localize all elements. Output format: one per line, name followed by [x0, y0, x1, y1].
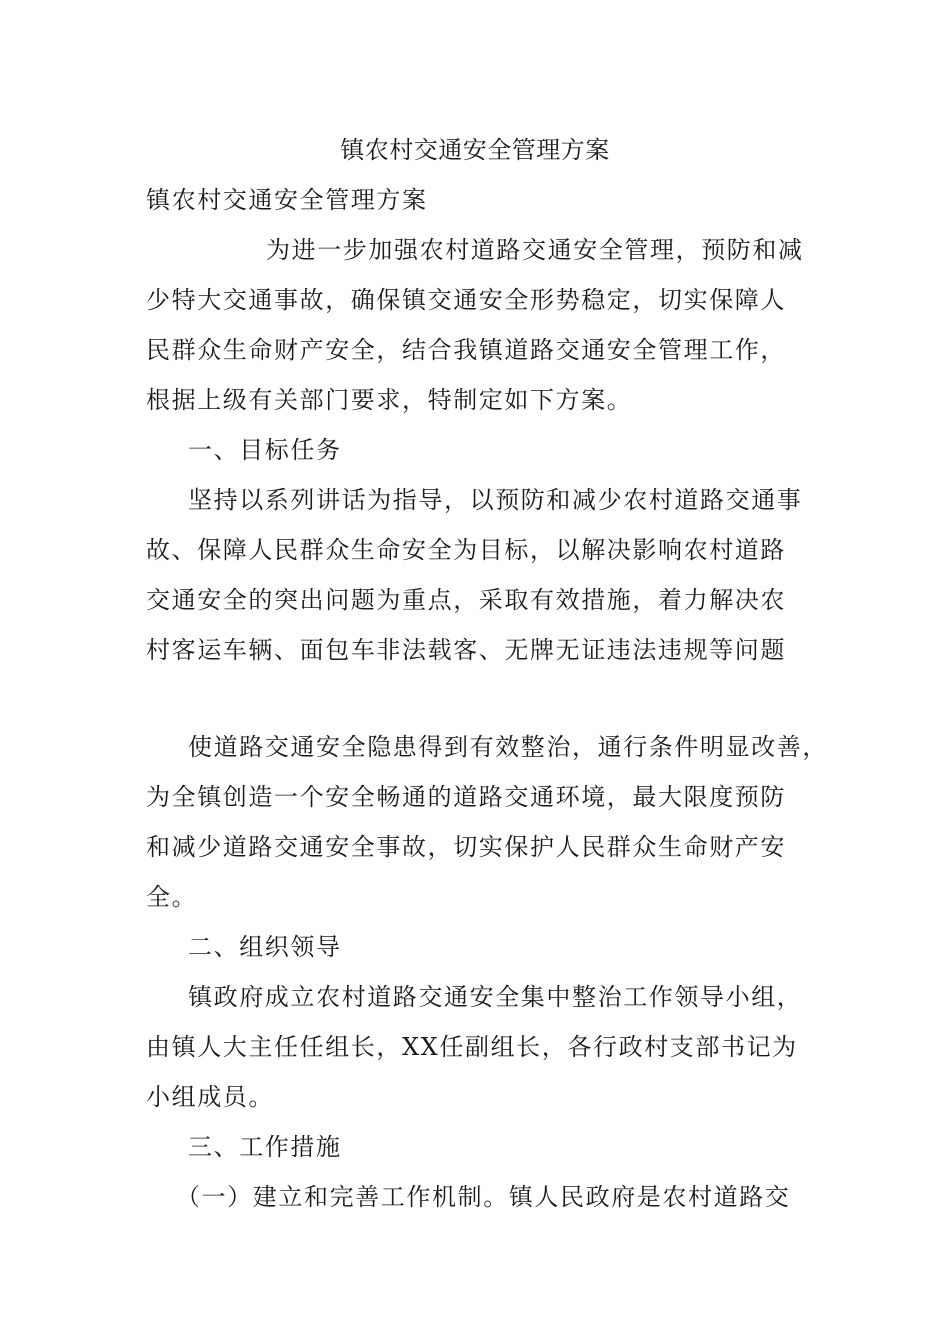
paragraph-line: 为全镇创造一个安全畅通的道路交通环境，最大限度预防: [146, 783, 786, 811]
paragraph-line: 为进一步加强农村道路交通安全管理，预防和减: [266, 236, 804, 264]
paragraph-line: （一）建立和完善工作机制。镇人民政府是农村道路交: [176, 1183, 791, 1211]
section-heading: 一、目标任务: [188, 436, 342, 464]
paragraph-line: 村客运车辆、面包车非法载客、无牌无证违法违规等问题: [146, 636, 786, 664]
section-heading: 三、工作措施: [188, 1133, 342, 1161]
paragraph-line: 全。: [146, 883, 198, 911]
paragraph-line: 交通安全的突出问题为重点，采取有效措施，着力解决农: [146, 586, 786, 614]
paragraph-line: 少特大交通事故，确保镇交通安全形势稳定，切实保障人: [146, 286, 786, 314]
paragraph-line: 故、保障人民群众生命安全为目标，以解决影响农村道路: [146, 536, 786, 564]
paragraph-line: 由镇人大主任任组长，XX任副组长，各行政村支部书记为: [146, 1033, 798, 1061]
section-heading: 二、组织领导: [188, 933, 342, 961]
subtitle-line: 镇农村交通安全管理方案: [146, 186, 428, 214]
paragraph-line: 使道路交通安全隐患得到有效整治，通行条件明显改善，: [188, 733, 828, 761]
paragraph-line: 小组成员。: [146, 1083, 274, 1111]
paragraph-line: 根据上级有关部门要求，特制定如下方案。: [146, 386, 633, 414]
paragraph-line: 民群众生命财产安全，结合我镇道路交通安全管理工作，: [146, 336, 786, 364]
paragraph-line: 坚持以系列讲话为指导，以预防和减少农村道路交通事: [188, 486, 803, 514]
document-title: 镇农村交通安全管理方案: [340, 136, 610, 164]
paragraph-line: 镇政府成立农村道路交通安全集中整治工作领导小组，: [188, 983, 803, 1011]
paragraph-line: 和减少道路交通安全事故，切实保护人民群众生命财产安: [146, 833, 786, 861]
